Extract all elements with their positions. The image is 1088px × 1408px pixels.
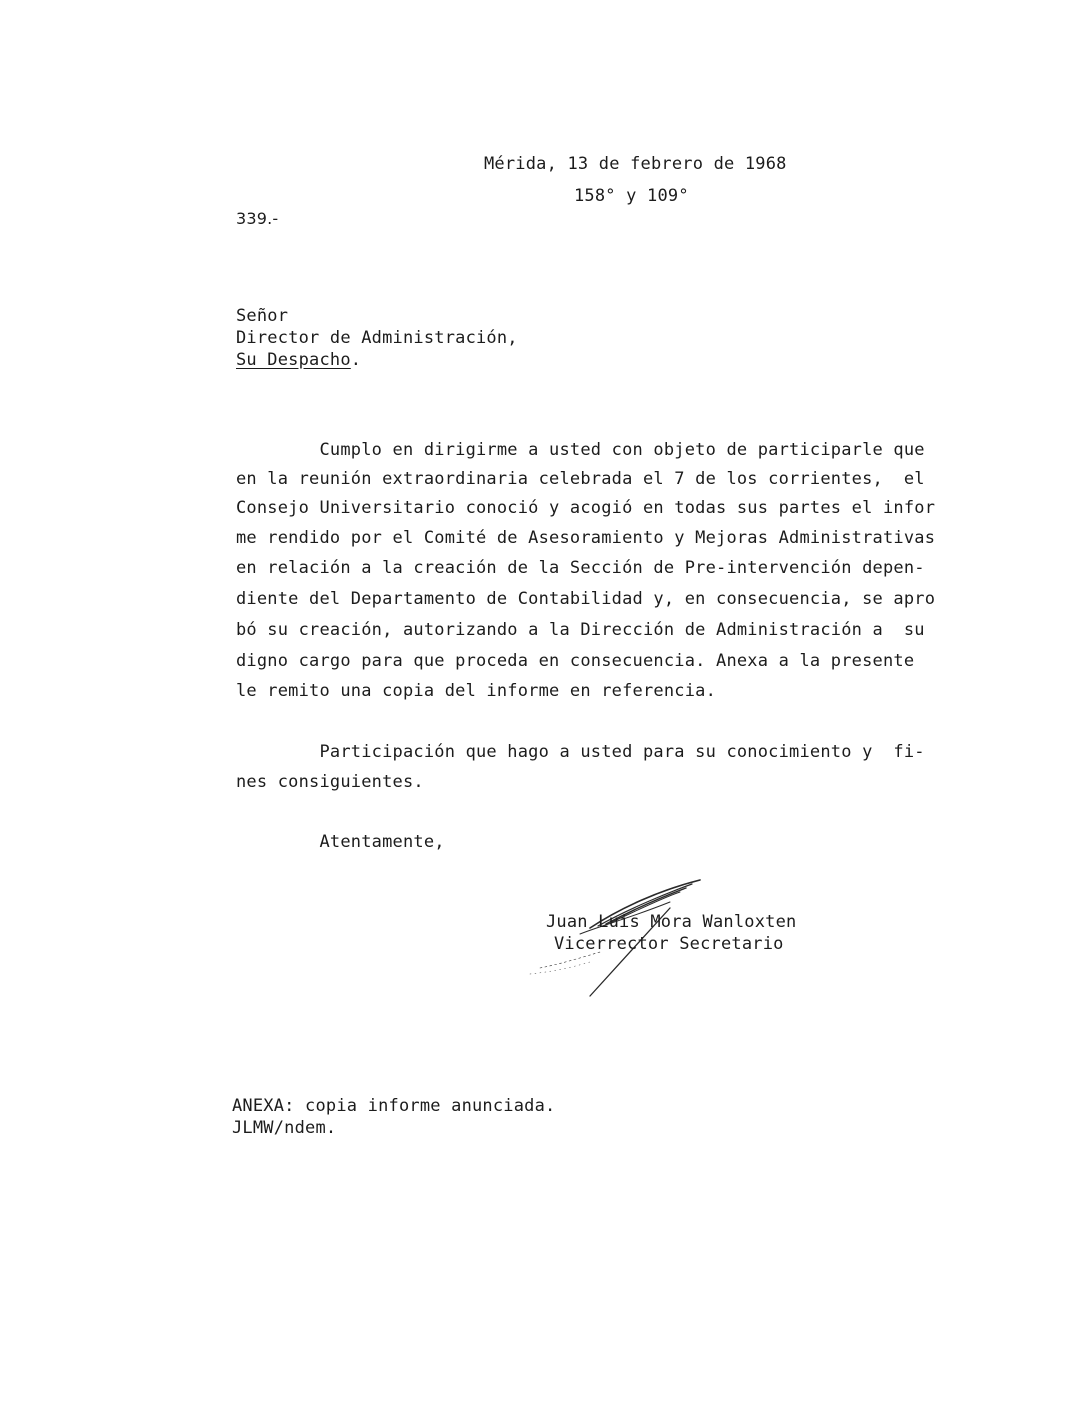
recipient-office-line <box>236 350 361 370</box>
paragraph2-line: Participación que hago a usted para su conocimiento y fi- <box>236 742 925 762</box>
recipient-office: Su Despacho <box>236 350 351 370</box>
paragraph2-line: nes consiguientes. <box>236 772 424 792</box>
place-date: Mérida, 13 de febrero de 1968 <box>484 154 787 174</box>
closing: Atentamente, <box>236 832 445 852</box>
reference-number: 339.- <box>236 209 279 228</box>
recipient-title: Director de Administración, <box>236 328 518 348</box>
paragraph1-line: Cumplo en dirigirme a usted con objeto de participarle que <box>236 440 925 460</box>
paragraph1-line: bó su creación, autorizando a la Dirección de Administración a su <box>236 620 925 640</box>
recipient-office-punct: . <box>350 350 362 370</box>
initials: JLMW/ndem. <box>232 1118 337 1138</box>
paragraph1-line: diente del Departamento de Contabilidad y, en consecuencia, se apro <box>236 589 936 609</box>
paragraph1-line: le remito una copia del informe en referencia. <box>236 681 717 701</box>
years-line: 158° y 109° <box>574 186 689 206</box>
paragraph1-line: digno cargo para que proceda en consecuencia. Anexa a la presente <box>236 651 915 671</box>
paragraph1-line: en relación a la creación de la Sección de Pre-intervención depen- <box>236 558 925 578</box>
recipient-salutation: Señor <box>236 306 289 326</box>
annex-note: ANEXA: copia informe anunciada. <box>232 1096 556 1116</box>
signatory-position: Vicerrector Secretario <box>554 934 784 954</box>
signatory-name: Juan Luis Mora Wanloxten <box>546 912 797 932</box>
paragraph1-line: Consejo Universitario conoció y acogió en todas sus partes el infor <box>236 498 936 518</box>
paragraph1-line: me rendido por el Comité de Asesoramiento y Mejoras Administrativas <box>236 528 936 548</box>
paragraph1-line: en la reunión extraordinaria celebrada el 7 de los corrientes, el <box>236 469 925 489</box>
